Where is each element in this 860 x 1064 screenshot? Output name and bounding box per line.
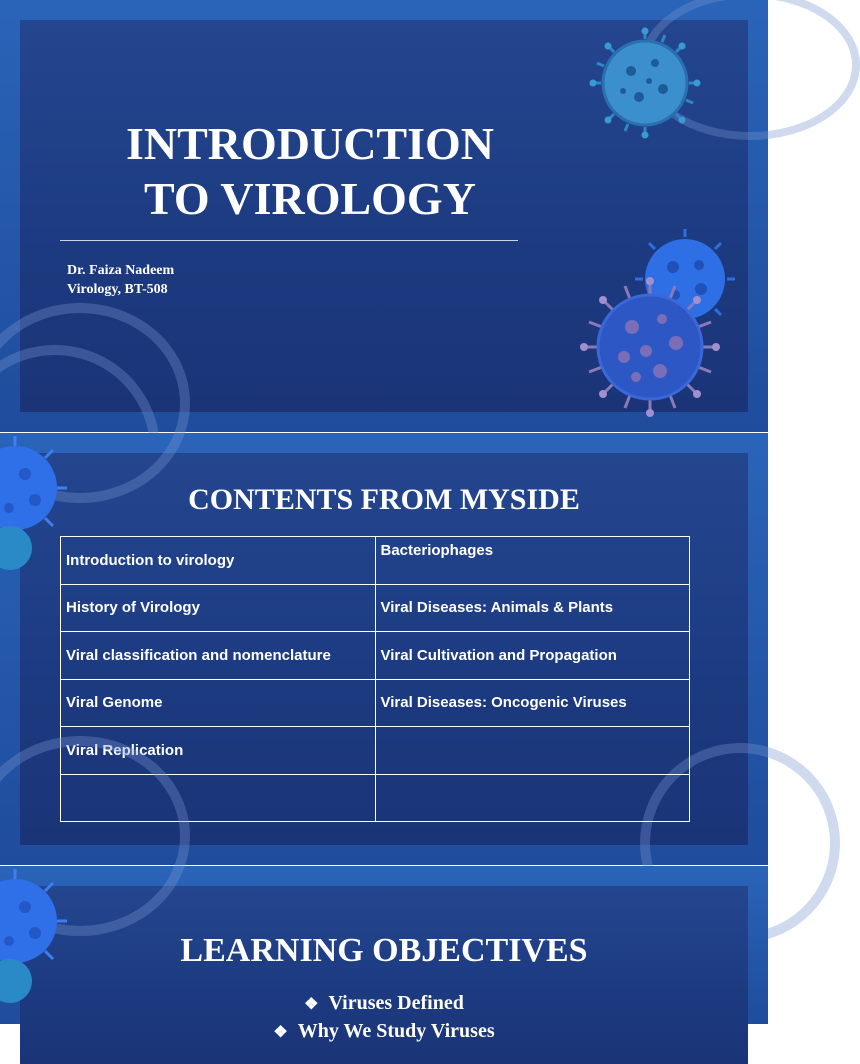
- table-cell: [375, 774, 690, 822]
- table-row: [61, 537, 690, 585]
- objectives-list: [20, 990, 748, 1046]
- table-cell: Bacteriophages: [375, 537, 690, 585]
- table-cell: Viral Diseases: Oncogenic Viruses: [375, 679, 690, 727]
- table-cell: Viral classification and nomenclature: [61, 632, 376, 680]
- table-row: [61, 679, 690, 727]
- diamond-bullet-icon: ❖: [273, 1024, 288, 1041]
- table-row: [61, 632, 690, 680]
- virus-icon: [0, 866, 70, 1011]
- list-item: ❖ Viruses Defined: [304, 992, 464, 1014]
- table-cell: [375, 727, 690, 775]
- diamond-bullet-icon: ❖: [304, 996, 319, 1013]
- slide-background: [20, 886, 748, 1064]
- divider: [60, 240, 518, 241]
- course-code: Virology, BT-508: [67, 282, 168, 297]
- title-line: INTRODUCTION: [125, 118, 495, 169]
- table-cell: Viral Replication: [61, 727, 376, 775]
- author-name: Dr. Faiza Nadeem: [67, 263, 175, 278]
- page-title: [60, 116, 560, 226]
- title-line: TO VIROLOGY: [144, 173, 476, 224]
- table-cell: Introduction to virology: [61, 537, 376, 585]
- section-title: CONTENTS FROM MYSIDE: [188, 483, 580, 516]
- table-cell: History of Virology: [61, 584, 376, 632]
- table-cell: Viral Genome: [61, 679, 376, 727]
- section-title: LEARNING OBJECTIVES: [180, 932, 588, 969]
- virus-icon: [0, 433, 70, 578]
- list-item: ❖ Why We Study Viruses: [273, 1020, 495, 1042]
- virus-icon: [590, 28, 700, 138]
- table-row: [61, 584, 690, 632]
- virus-icon: [575, 272, 725, 422]
- table-cell: Viral Cultivation and Propagation: [375, 632, 690, 680]
- author-block: [67, 261, 174, 299]
- objectives-slide: [0, 866, 768, 1042]
- table-cell: Viral Diseases: Animals & Plants: [375, 584, 690, 632]
